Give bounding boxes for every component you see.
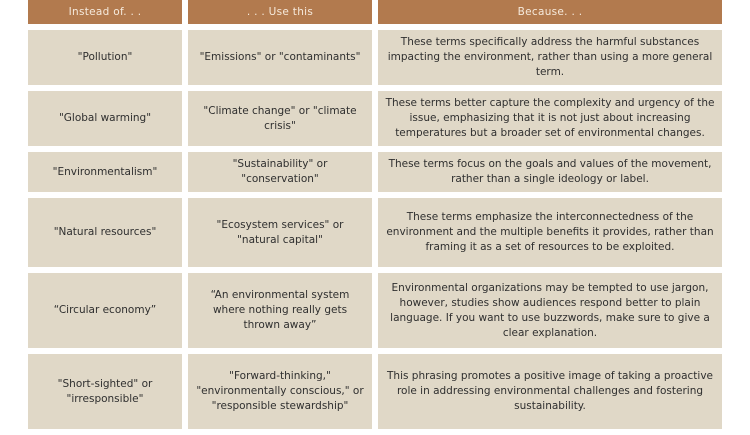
instead-of-cell: "Short-sighted" or "irresponsible" (28, 354, 182, 429)
header-instead-of: Instead of. . . (28, 0, 182, 24)
table-row (28, 354, 722, 429)
header-use-this: . . . Use this (188, 0, 372, 24)
instead-of-cell: "Natural resources" (28, 198, 182, 267)
because-cell: These terms emphasize the interconnectedness of the environment and the multiple benefits it provides, rather than framing it as a set of resources to be exploited. (378, 198, 722, 267)
header-because: Because. . . (378, 0, 722, 24)
table-header-row (28, 0, 722, 24)
use-this-cell: "Emissions" or "contaminants" (188, 30, 372, 85)
instead-of-cell: “Circular economy” (28, 273, 182, 348)
table-row (28, 273, 722, 348)
because-cell: These terms focus on the goals and values of the movement, rather than a single ideology or label. (378, 152, 722, 192)
instead-of-cell: "Pollution" (28, 30, 182, 85)
use-this-cell: "Sustainability" or "conservation" (188, 152, 372, 192)
because-cell: Environmental organizations may be tempted to use jargon, however, studies show audiences respond better to plain language. If you want to use buzzwords, make sure to give a clear explanation. (378, 273, 722, 348)
table-row (28, 91, 722, 146)
table-row (28, 198, 722, 267)
instead-of-cell: "Global warming" (28, 91, 182, 146)
because-cell: This phrasing promotes a positive image of taking a proactive role in addressing environmental challenges and fostering sustainability. (378, 354, 722, 429)
terminology-table (28, 0, 722, 435)
use-this-cell: "Ecosystem services" or "natural capital" (188, 198, 372, 267)
use-this-cell: “An environmental system where nothing really gets thrown away” (188, 273, 372, 348)
because-cell: These terms specifically address the harmful substances impacting the environment, rather than using a more general term. (378, 30, 722, 85)
instead-of-cell: "Environmentalism" (28, 152, 182, 192)
table-row (28, 152, 722, 192)
table-row (28, 30, 722, 85)
use-this-cell: "Climate change" or "climate crisis" (188, 91, 372, 146)
because-cell: These terms better capture the complexity and urgency of the issue, emphasizing that it is not just about increasing temperatures but a broader set of environmental changes. (378, 91, 722, 146)
use-this-cell: "Forward-thinking," "environmentally conscious," or "responsible stewardship" (188, 354, 372, 429)
